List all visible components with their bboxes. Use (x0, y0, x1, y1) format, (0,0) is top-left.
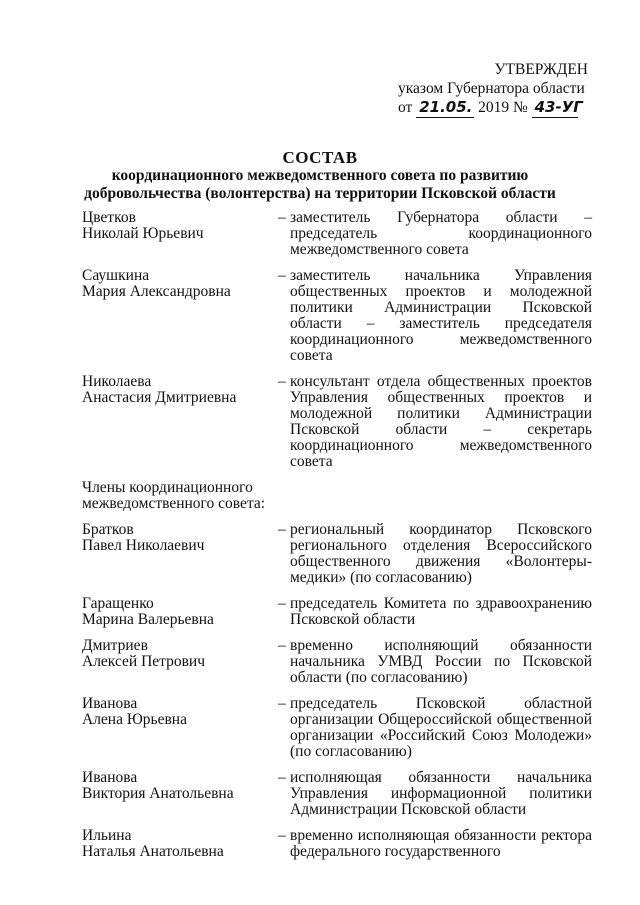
document-subtitle-line1: координационного межведомственного совета по развитию (111, 167, 529, 184)
member-given-name: Анастасия Дмитриевна (82, 389, 237, 406)
member-given-name: Павел Николаевич (82, 537, 205, 554)
dash-separator: – (278, 209, 286, 226)
member-given-name: Виктория Анатольевна (82, 785, 234, 802)
member-role: исполняющая обязанности начальника Управления информационной политики Администрации Псковской области (290, 769, 592, 818)
member-row (82, 596, 592, 628)
approval-date-line (398, 98, 598, 118)
member-row (82, 696, 592, 760)
member-surname: Цветков (82, 209, 136, 226)
member-role: заместитель начальника Управления общественных проектов и молодежной политики Администрации Псковской области – заместитель председателя координационного межведомственного совета (290, 267, 592, 364)
member-surname: Иванова (82, 769, 138, 786)
member-row (82, 638, 592, 686)
member-role: заместитель Губернатора области – председатель координационного межведомственного совета (290, 209, 592, 258)
dash-separator: – (278, 267, 286, 284)
member-name (82, 770, 278, 818)
handwritten-date: 21.05. (416, 98, 474, 118)
member-surname: Николаева (82, 373, 152, 390)
dash-separator: – (278, 695, 286, 712)
member-row (82, 770, 592, 818)
approval-year: 2019 № (478, 99, 528, 116)
approval-issuer: указом Губернатора области (398, 80, 585, 97)
member-role: председатель Псковской областной организации Общероссийской общественной организации «Российский Союз Молодежи» (по согласованию) (290, 695, 592, 760)
document-subtitle-line2: добровольчества (волонтерства) на территории Псковской области (84, 185, 556, 202)
member-given-name: Наталья Анатольевна (82, 843, 224, 860)
member-row (82, 828, 592, 860)
document-title: СОСТАВ (282, 148, 358, 167)
dash-separator: – (278, 595, 286, 612)
member-surname: Гаращенко (82, 595, 154, 612)
member-role: председатель Комитета по здравоохранению Псковской области (290, 595, 592, 628)
member-given-name: Марина Валерьевна (82, 611, 214, 628)
member-role: временно исполняющая обязанности ректора федерального государственного (290, 827, 592, 860)
member-surname: Братков (82, 521, 134, 538)
member-name (82, 828, 278, 860)
member-surname: Дмитриев (82, 637, 148, 654)
member-name (82, 374, 278, 470)
member-given-name: Мария Александровна (82, 283, 231, 300)
member-surname: Ильина (82, 827, 132, 844)
member-row (82, 268, 592, 364)
approval-title: УТВЕРЖДЕН (494, 61, 588, 78)
member-name (82, 596, 278, 628)
member-row (82, 210, 592, 258)
member-given-name: Николай Юрьевич (82, 225, 204, 242)
member-given-name: Алена Юрьевна (82, 711, 187, 728)
member-name (82, 696, 278, 760)
members-list (82, 210, 592, 870)
approval-prefix: от (398, 99, 413, 116)
dash-separator: – (278, 769, 286, 786)
member-role: региональный координатор Псковского регионального отделения Всероссийского общественного движения «Волонтеры-медики» (по согласованию) (290, 521, 592, 586)
member-name (82, 210, 278, 258)
member-name (82, 268, 278, 364)
dash-separator: – (278, 521, 286, 538)
council-members-heading: Члены координационного межведомственного совета: (82, 479, 266, 512)
member-given-name: Алексей Петрович (82, 653, 206, 670)
member-name (82, 638, 278, 686)
handwritten-number: 43-УГ (532, 98, 578, 118)
member-role: временно исполняющий обязанности начальника УМВД России по Псковской области (по согласованию) (290, 637, 592, 686)
member-row (82, 522, 592, 586)
dash-separator: – (278, 827, 286, 844)
member-row (82, 374, 592, 470)
member-role: консультант отдела общественных проектов Управления общественных проектов и молодежной политики Администрации Псковской области – секретарь координационного межведомственного совета (290, 373, 592, 470)
dash-separator: – (278, 373, 286, 390)
member-name (82, 522, 278, 586)
dash-separator: – (278, 637, 286, 654)
approval-stamp (398, 60, 598, 118)
member-surname: Саушкина (82, 267, 150, 284)
member-surname: Иванова (82, 695, 138, 712)
